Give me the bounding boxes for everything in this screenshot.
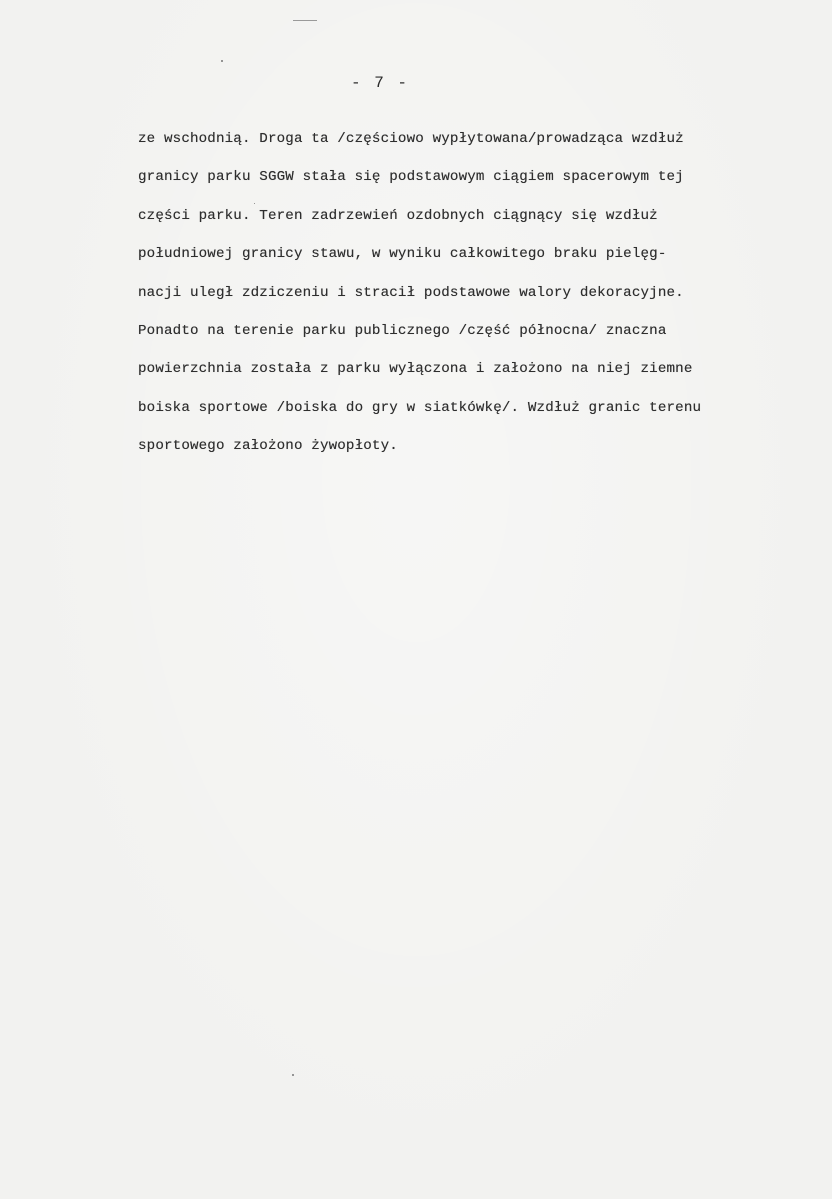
text-line: nacji uległ zdziczeniu i stracił podstawowe walory dekoracyjne. (138, 284, 684, 301)
paper-speck (221, 60, 223, 62)
text-line: części parku. Teren zadrzewień ozdobnych ciągnący się wzdłuż (138, 207, 658, 224)
text-line: południowej granicy stawu, w wyniku całkowitego braku pielęg- (138, 246, 667, 263)
text-line: Ponadto na terenie parku publicznego /część północna/ znaczna (138, 322, 667, 339)
text-line: granicy parku SGGW stała się podstawowym ciągiem spacerowym tej (138, 169, 684, 186)
text-line: sportowego założono żywopłoty. (138, 438, 398, 455)
body-paragraph (138, 120, 828, 466)
paper-speck (292, 1074, 294, 1076)
text-line: powierzchnia została z parku wyłączona i założono na niej ziemne (138, 361, 693, 378)
page-number: - 7 - (350, 74, 409, 92)
paper-speck (254, 203, 255, 204)
text-line: ze wschodnią. Droga ta /częściowo wypłytowana/prowadząca wzdłuż (138, 131, 684, 147)
scan-mark (293, 20, 317, 21)
text-line: boiska sportowe /boiska do gry w siatkówkę/. Wzdłuż granic terenu (138, 399, 702, 416)
